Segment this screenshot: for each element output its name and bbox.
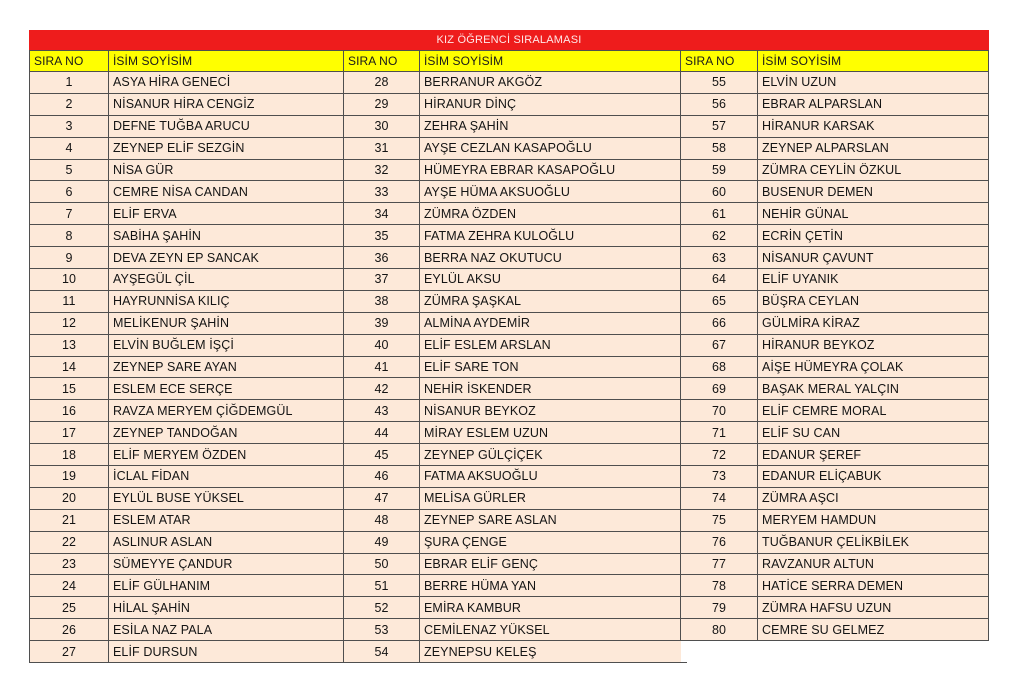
table-row bbox=[30, 378, 352, 400]
table-row bbox=[681, 312, 989, 334]
student-name: ELİF DURSUN bbox=[109, 641, 352, 663]
student-name: ZÜMRA ÖZDEN bbox=[420, 203, 687, 225]
table-row bbox=[30, 356, 352, 378]
header-no: SIRA NO bbox=[344, 51, 420, 72]
rank-number: 74 bbox=[681, 487, 758, 509]
rank-number: 63 bbox=[681, 247, 758, 269]
rank-number: 62 bbox=[681, 225, 758, 247]
rank-number: 43 bbox=[344, 400, 420, 422]
rank-number: 32 bbox=[344, 159, 420, 181]
student-name: ECRİN ÇETİN bbox=[758, 225, 989, 247]
table-row bbox=[30, 422, 352, 444]
table-row bbox=[30, 203, 352, 225]
student-name: NEHİR İSKENDER bbox=[420, 378, 687, 400]
rank-number: 42 bbox=[344, 378, 420, 400]
table-row bbox=[30, 269, 352, 291]
rank-number: 72 bbox=[681, 444, 758, 466]
rank-number: 22 bbox=[30, 531, 109, 553]
rank-number: 13 bbox=[30, 334, 109, 356]
table-row bbox=[344, 531, 687, 553]
student-name: EYLÜL BUSE YÜKSEL bbox=[109, 487, 352, 509]
student-name: GÜLMİRA KİRAZ bbox=[758, 312, 989, 334]
student-name: NİSANUR ÇAVUNT bbox=[758, 247, 989, 269]
student-name: BUSENUR DEMEN bbox=[758, 181, 989, 203]
rank-number: 2 bbox=[30, 93, 109, 115]
table-row bbox=[30, 159, 352, 181]
table-row bbox=[30, 531, 352, 553]
rank-number: 31 bbox=[344, 137, 420, 159]
rank-number: 46 bbox=[344, 466, 420, 488]
table-row bbox=[30, 553, 352, 575]
table-row bbox=[344, 619, 687, 641]
table-row bbox=[681, 422, 989, 444]
table-row bbox=[344, 356, 687, 378]
student-name: ELİF MERYEM ÖZDEN bbox=[109, 444, 352, 466]
rank-number: 19 bbox=[30, 466, 109, 488]
student-name: EBRAR ELİF GENÇ bbox=[420, 553, 687, 575]
student-name: BAŞAK MERAL YALÇIN bbox=[758, 378, 989, 400]
table-row bbox=[681, 203, 989, 225]
student-name: ZÜMRA HAFSU UZUN bbox=[758, 597, 989, 619]
header-no: SIRA NO bbox=[30, 51, 109, 72]
student-name: ASLINUR ASLAN bbox=[109, 531, 352, 553]
table-row bbox=[30, 575, 352, 597]
student-name: ELİF ESLEM ARSLAN bbox=[420, 334, 687, 356]
rank-number: 5 bbox=[30, 159, 109, 181]
table-row bbox=[30, 509, 352, 531]
student-name: HATİCE SERRA DEMEN bbox=[758, 575, 989, 597]
header-name: İSİM SOYİSİM bbox=[109, 51, 352, 72]
table-row bbox=[344, 247, 687, 269]
table-row bbox=[30, 641, 352, 663]
rank-number: 7 bbox=[30, 203, 109, 225]
header-row bbox=[30, 51, 352, 72]
rank-number: 36 bbox=[344, 247, 420, 269]
table-row bbox=[344, 466, 687, 488]
rank-number: 56 bbox=[681, 93, 758, 115]
table-row bbox=[30, 93, 352, 115]
table-row bbox=[681, 553, 989, 575]
table-row bbox=[30, 181, 352, 203]
table-row bbox=[681, 356, 989, 378]
rank-number: 68 bbox=[681, 356, 758, 378]
table-row bbox=[30, 72, 352, 94]
student-name: NİSA GÜR bbox=[109, 159, 352, 181]
rank-number: 41 bbox=[344, 356, 420, 378]
table-row bbox=[30, 137, 352, 159]
table-row bbox=[30, 444, 352, 466]
table-row bbox=[681, 269, 989, 291]
rank-number: 29 bbox=[344, 93, 420, 115]
rank-number: 1 bbox=[30, 72, 109, 94]
table-row bbox=[681, 72, 989, 94]
table-row bbox=[681, 290, 989, 312]
rank-number: 16 bbox=[30, 400, 109, 422]
rank-number: 25 bbox=[30, 597, 109, 619]
student-name: ZEHRA ŞAHİN bbox=[420, 115, 687, 137]
rank-number: 24 bbox=[30, 575, 109, 597]
table-row bbox=[344, 312, 687, 334]
header-row bbox=[344, 51, 687, 72]
table-row bbox=[344, 334, 687, 356]
table-row bbox=[344, 159, 687, 181]
student-name: ESİLA NAZ PALA bbox=[109, 619, 352, 641]
header-name: İSİM SOYİSİM bbox=[420, 51, 687, 72]
rank-number: 73 bbox=[681, 466, 758, 488]
rank-number: 26 bbox=[30, 619, 109, 641]
table-row bbox=[344, 487, 687, 509]
rank-number: 3 bbox=[30, 115, 109, 137]
ranking-sheet bbox=[29, 30, 989, 659]
rank-number: 21 bbox=[30, 509, 109, 531]
student-name: İCLAL FİDAN bbox=[109, 466, 352, 488]
rank-number: 44 bbox=[344, 422, 420, 444]
table-row bbox=[681, 378, 989, 400]
rank-number: 50 bbox=[344, 553, 420, 575]
table-row bbox=[681, 466, 989, 488]
student-name: AYŞE CEZLAN KASAPOĞLU bbox=[420, 137, 687, 159]
rank-number: 35 bbox=[344, 225, 420, 247]
header-no: SIRA NO bbox=[681, 51, 758, 72]
rank-number: 18 bbox=[30, 444, 109, 466]
student-name: CEMRE SU GELMEZ bbox=[758, 619, 989, 641]
table-row bbox=[681, 115, 989, 137]
rank-number: 71 bbox=[681, 422, 758, 444]
rank-number: 30 bbox=[344, 115, 420, 137]
table-row bbox=[344, 181, 687, 203]
rank-number: 6 bbox=[30, 181, 109, 203]
student-name: HİLAL ŞAHİN bbox=[109, 597, 352, 619]
table-row bbox=[344, 137, 687, 159]
rank-number: 66 bbox=[681, 312, 758, 334]
student-name: ZÜMRA CEYLİN ÖZKUL bbox=[758, 159, 989, 181]
table-row bbox=[30, 487, 352, 509]
student-name: HİRANUR BEYKOZ bbox=[758, 334, 989, 356]
table-row bbox=[30, 247, 352, 269]
rank-number: 61 bbox=[681, 203, 758, 225]
rank-number: 8 bbox=[30, 225, 109, 247]
rank-number: 15 bbox=[30, 378, 109, 400]
student-name: ELVİN BUĞLEM İŞÇİ bbox=[109, 334, 352, 356]
table-row bbox=[681, 487, 989, 509]
student-name: BERRA NAZ OKUTUCU bbox=[420, 247, 687, 269]
rank-number: 40 bbox=[344, 334, 420, 356]
student-name: MERYEM HAMDUN bbox=[758, 509, 989, 531]
block-2 bbox=[343, 50, 687, 663]
student-name: AYŞEGÜL ÇİL bbox=[109, 269, 352, 291]
table-row bbox=[344, 203, 687, 225]
rank-number: 80 bbox=[681, 619, 758, 641]
student-name: ELVİN UZUN bbox=[758, 72, 989, 94]
rank-number: 20 bbox=[30, 487, 109, 509]
table-row bbox=[344, 225, 687, 247]
table-row bbox=[681, 181, 989, 203]
rank-number: 17 bbox=[30, 422, 109, 444]
student-name: NEHİR GÜNAL bbox=[758, 203, 989, 225]
student-name: MİRAY ESLEM UZUN bbox=[420, 422, 687, 444]
rank-number: 64 bbox=[681, 269, 758, 291]
student-name: SÜMEYYE ÇANDUR bbox=[109, 553, 352, 575]
student-name: NİSANUR BEYKOZ bbox=[420, 400, 687, 422]
table-row bbox=[344, 115, 687, 137]
student-name: RAVZA MERYEM ÇİĞDEMGÜL bbox=[109, 400, 352, 422]
table-row bbox=[681, 444, 989, 466]
student-name: ELİF SU CAN bbox=[758, 422, 989, 444]
student-name: TUĞBANUR ÇELİKBİLEK bbox=[758, 531, 989, 553]
rank-number: 34 bbox=[344, 203, 420, 225]
table-row bbox=[30, 225, 352, 247]
student-name: MELİKENUR ŞAHİN bbox=[109, 312, 352, 334]
table-row bbox=[30, 290, 352, 312]
rank-number: 38 bbox=[344, 290, 420, 312]
rank-number: 12 bbox=[30, 312, 109, 334]
table-row bbox=[30, 115, 352, 137]
table-row bbox=[344, 93, 687, 115]
rank-number: 4 bbox=[30, 137, 109, 159]
table-row bbox=[681, 247, 989, 269]
rank-number: 23 bbox=[30, 553, 109, 575]
student-name: SABİHA ŞAHİN bbox=[109, 225, 352, 247]
table-row bbox=[681, 225, 989, 247]
student-name: DEVA ZEYN EP SANCAK bbox=[109, 247, 352, 269]
sheet-title: KIZ ÖĞRENCİ SIRALAMASI bbox=[29, 30, 989, 50]
rank-number: 48 bbox=[344, 509, 420, 531]
table-row bbox=[344, 597, 687, 619]
rank-number: 78 bbox=[681, 575, 758, 597]
rank-number: 76 bbox=[681, 531, 758, 553]
student-name: ELİF ERVA bbox=[109, 203, 352, 225]
rank-number: 77 bbox=[681, 553, 758, 575]
rank-number: 65 bbox=[681, 290, 758, 312]
table-row bbox=[344, 553, 687, 575]
table-row bbox=[30, 400, 352, 422]
student-name: HAYRUNNİSA KILIÇ bbox=[109, 290, 352, 312]
student-name: ESLEM ATAR bbox=[109, 509, 352, 531]
student-name: ZEYNEP TANDOĞAN bbox=[109, 422, 352, 444]
rank-number: 37 bbox=[344, 269, 420, 291]
rank-number: 70 bbox=[681, 400, 758, 422]
student-name: FATMA ZEHRA KULOĞLU bbox=[420, 225, 687, 247]
rank-number: 67 bbox=[681, 334, 758, 356]
rank-number: 79 bbox=[681, 597, 758, 619]
student-name: ZEYNEP SARE ASLAN bbox=[420, 509, 687, 531]
block-3 bbox=[680, 50, 989, 662]
rank-number: 55 bbox=[681, 72, 758, 94]
student-name: ZEYNEP ELİF SEZGİN bbox=[109, 137, 352, 159]
block-1 bbox=[29, 50, 352, 663]
rank-number: 47 bbox=[344, 487, 420, 509]
table-row bbox=[681, 334, 989, 356]
table-row bbox=[681, 597, 989, 619]
table-row bbox=[30, 466, 352, 488]
header-name: İSİM SOYİSİM bbox=[758, 51, 989, 72]
table-row bbox=[681, 619, 989, 641]
student-name: RAVZANUR ALTUN bbox=[758, 553, 989, 575]
table-row bbox=[344, 378, 687, 400]
student-name: BERRE HÜMA YAN bbox=[420, 575, 687, 597]
student-name: BÜŞRA CEYLAN bbox=[758, 290, 989, 312]
rank-number: 59 bbox=[681, 159, 758, 181]
rank-number: 57 bbox=[681, 115, 758, 137]
table-row bbox=[344, 444, 687, 466]
student-name: FATMA AKSUOĞLU bbox=[420, 466, 687, 488]
table-row bbox=[30, 312, 352, 334]
table-row bbox=[681, 531, 989, 553]
rank-number: 11 bbox=[30, 290, 109, 312]
student-name: DEFNE TUĞBA ARUCU bbox=[109, 115, 352, 137]
table-row bbox=[681, 575, 989, 597]
student-name: ASYA HİRA GENECİ bbox=[109, 72, 352, 94]
student-name: ELİF SARE TON bbox=[420, 356, 687, 378]
rank-number: 27 bbox=[30, 641, 109, 663]
rank-number: 52 bbox=[344, 597, 420, 619]
student-name: EDANUR ELİÇABUK bbox=[758, 466, 989, 488]
rank-number: 75 bbox=[681, 509, 758, 531]
table-row bbox=[30, 597, 352, 619]
student-name: ALMİNA AYDEMİR bbox=[420, 312, 687, 334]
rank-number: 53 bbox=[344, 619, 420, 641]
student-name: HİRANUR DİNÇ bbox=[420, 93, 687, 115]
student-name: HÜMEYRA EBRAR KASAPOĞLU bbox=[420, 159, 687, 181]
table-row bbox=[344, 290, 687, 312]
student-name: EMİRA KAMBUR bbox=[420, 597, 687, 619]
rank-number: 9 bbox=[30, 247, 109, 269]
table-row bbox=[344, 269, 687, 291]
table-row bbox=[30, 334, 352, 356]
student-name: ESLEM ECE SERÇE bbox=[109, 378, 352, 400]
rank-number: 69 bbox=[681, 378, 758, 400]
student-name: ZEYNEPSU KELEŞ bbox=[420, 641, 687, 663]
rank-number: 51 bbox=[344, 575, 420, 597]
student-name: ZÜMRA ŞAŞKAL bbox=[420, 290, 687, 312]
table-row bbox=[681, 159, 989, 181]
rank-number: 39 bbox=[344, 312, 420, 334]
table-row bbox=[344, 400, 687, 422]
student-name: NİSANUR HİRA CENGİZ bbox=[109, 93, 352, 115]
rank-number: 45 bbox=[344, 444, 420, 466]
rank-number: 60 bbox=[681, 181, 758, 203]
table-row bbox=[681, 400, 989, 422]
student-name: HİRANUR KARSAK bbox=[758, 115, 989, 137]
student-name: ELİF UYANIK bbox=[758, 269, 989, 291]
table-row bbox=[681, 509, 989, 531]
student-name: ZEYNEP SARE AYAN bbox=[109, 356, 352, 378]
student-name: ELİF GÜLHANIM bbox=[109, 575, 352, 597]
student-name: ZEYNEP GÜLÇİÇEK bbox=[420, 444, 687, 466]
table-row bbox=[344, 575, 687, 597]
student-name: BERRANUR AKGÖZ bbox=[420, 72, 687, 94]
table-row bbox=[344, 641, 687, 663]
student-name: MELİSA GÜRLER bbox=[420, 487, 687, 509]
table-row bbox=[681, 137, 989, 159]
student-name: ELİF CEMRE MORAL bbox=[758, 400, 989, 422]
table-row bbox=[30, 619, 352, 641]
table-row bbox=[344, 72, 687, 94]
student-name: EDANUR ŞEREF bbox=[758, 444, 989, 466]
header-row bbox=[681, 51, 989, 72]
empty-row bbox=[681, 641, 989, 662]
student-name: ZEYNEP ALPARSLAN bbox=[758, 137, 989, 159]
student-name: ZÜMRA AŞCI bbox=[758, 487, 989, 509]
rank-number: 28 bbox=[344, 72, 420, 94]
rank-number: 49 bbox=[344, 531, 420, 553]
rank-number: 14 bbox=[30, 356, 109, 378]
student-name: ŞURA ÇENGE bbox=[420, 531, 687, 553]
rank-number: 54 bbox=[344, 641, 420, 663]
rank-number: 33 bbox=[344, 181, 420, 203]
table-row bbox=[344, 422, 687, 444]
table-row bbox=[681, 93, 989, 115]
student-name: AYŞE HÜMA AKSUOĞLU bbox=[420, 181, 687, 203]
student-name: EYLÜL AKSU bbox=[420, 269, 687, 291]
student-name: AİŞE HÜMEYRA ÇOLAK bbox=[758, 356, 989, 378]
table-row bbox=[344, 509, 687, 531]
student-name: EBRAR ALPARSLAN bbox=[758, 93, 989, 115]
rank-number: 10 bbox=[30, 269, 109, 291]
student-name: CEMRE NİSA CANDAN bbox=[109, 181, 352, 203]
student-name: CEMİLENAZ YÜKSEL bbox=[420, 619, 687, 641]
rank-number: 58 bbox=[681, 137, 758, 159]
